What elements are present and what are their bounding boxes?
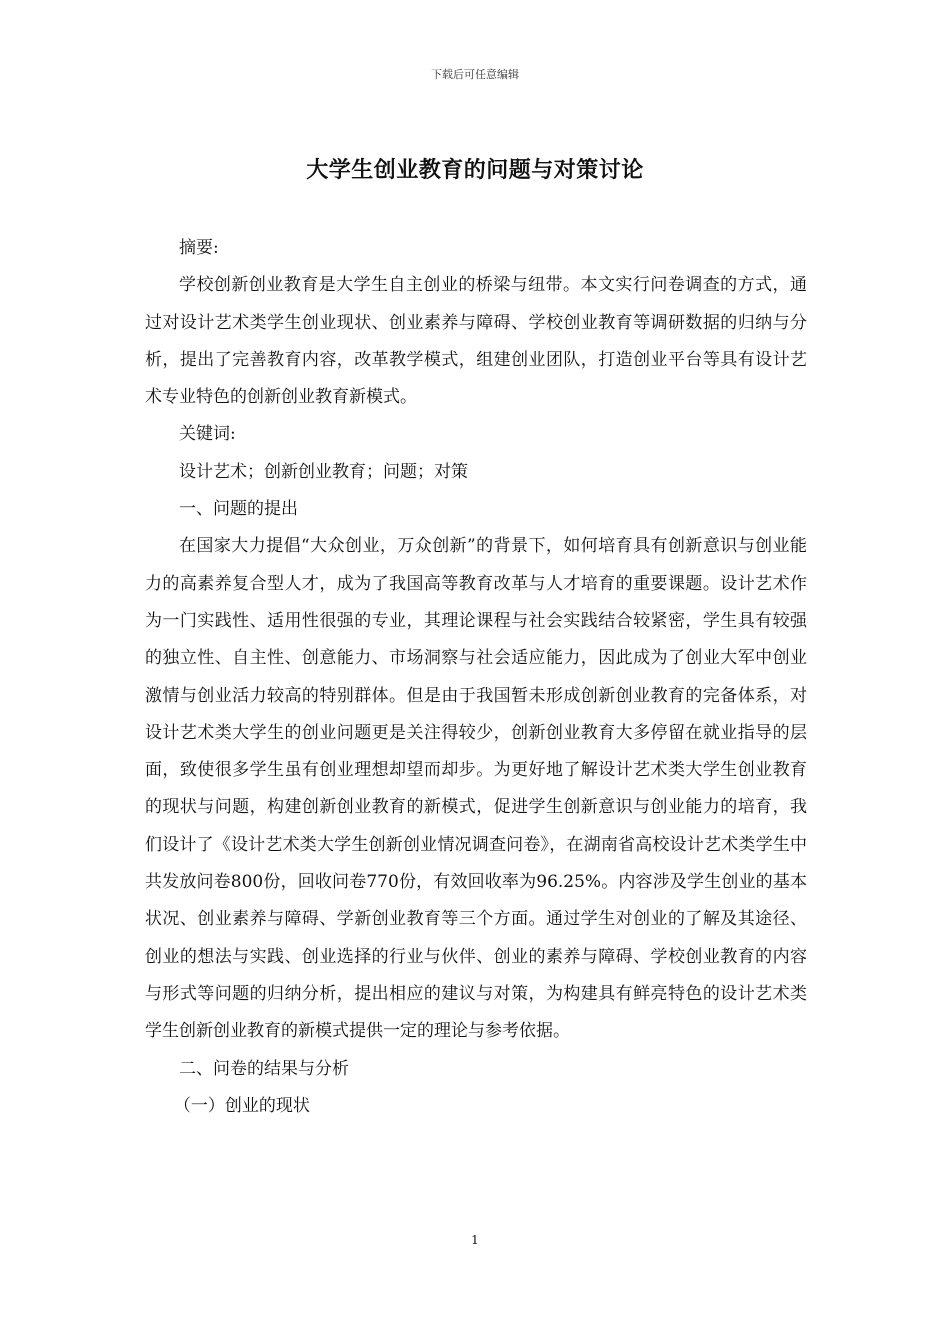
abstract-paragraph: 学校创新创业教育是大学生自主创业的桥梁与纽带。本文实行问卷调查的方式，通过对设计艺术类学生创业现状、创业素养与障碍、学校创业教育等调研数据的归纳与分析，提出了完善教育内容，改革教学模式，组建创业团队，打造创业平台等具有设计艺术专业特色的创新创业教育新模式。 xyxy=(145,275,807,408)
keywords-label: 关键词: xyxy=(179,424,236,445)
section-paragraph-1: 在国家大力提倡“大众创业，万众创新”的背景下，如何培育具有创新意识与创业能力的高素养复合型人才，成为了我国高等教育改革与人才培育的重要课题。设计艺术作为一门实践性、适用性很强的专业，其理论课程与社会实践结合较紧密，学生具有较强的独立性、自主性、创意能力、市场洞察与社会适应能力，因此成为了创业大军中创业激情与创业活力较高的特别群体。但是由于我国暂未形成创新创业教育的完备体系，对设计艺术类大学生的创业问题更是关注得较少，创新创业教育大多停留在就业指导的层面，致使很多学生虽有创业理想却望而却步。为更好地了解设计艺术类大学生创业教育的现状与问题，构建创新创业教育的新模式，促进学生创新意识与创业能力的培育，我们设计了《设计艺术类大学生创新创业情况调查问卷》，在湖南省高校设计艺术类学生中共发放问卷800份，回收问卷770份，有效回收率为96.25%。内容涉及学生创业的基本状况、创业素养与障碍、学新创业教育等三个方面。通过学生对创业的了解及其途径、创业的想法与实践、创业选择的行业与伙伴、创业的素养与障碍、学校创业教育的内容与形式等问题的归纳分析，提出相应的建议与对策，为构建具有鲜亮特色的设计艺术类学生创新创业教育的新模式提供一定的理论与参考依据。 xyxy=(145,536,807,1042)
page-number: 1 xyxy=(471,1233,479,1247)
document-title: 大学生创业教育的问题与对策讨论 xyxy=(306,157,644,183)
subsection-heading-1: （一）创业的现状 xyxy=(173,1095,310,1116)
abstract-label: 摘要: xyxy=(179,238,219,258)
section-heading-2: 二、问卷的结果与分析 xyxy=(179,1058,349,1079)
page-header-note: 下载后可任意编辑 xyxy=(431,68,519,81)
keywords-paragraph: 设计艺术；创新创业教育；问题；对策 xyxy=(179,461,468,482)
section-heading-1: 一、问题的提出 xyxy=(179,499,298,520)
document-body xyxy=(145,230,807,1125)
